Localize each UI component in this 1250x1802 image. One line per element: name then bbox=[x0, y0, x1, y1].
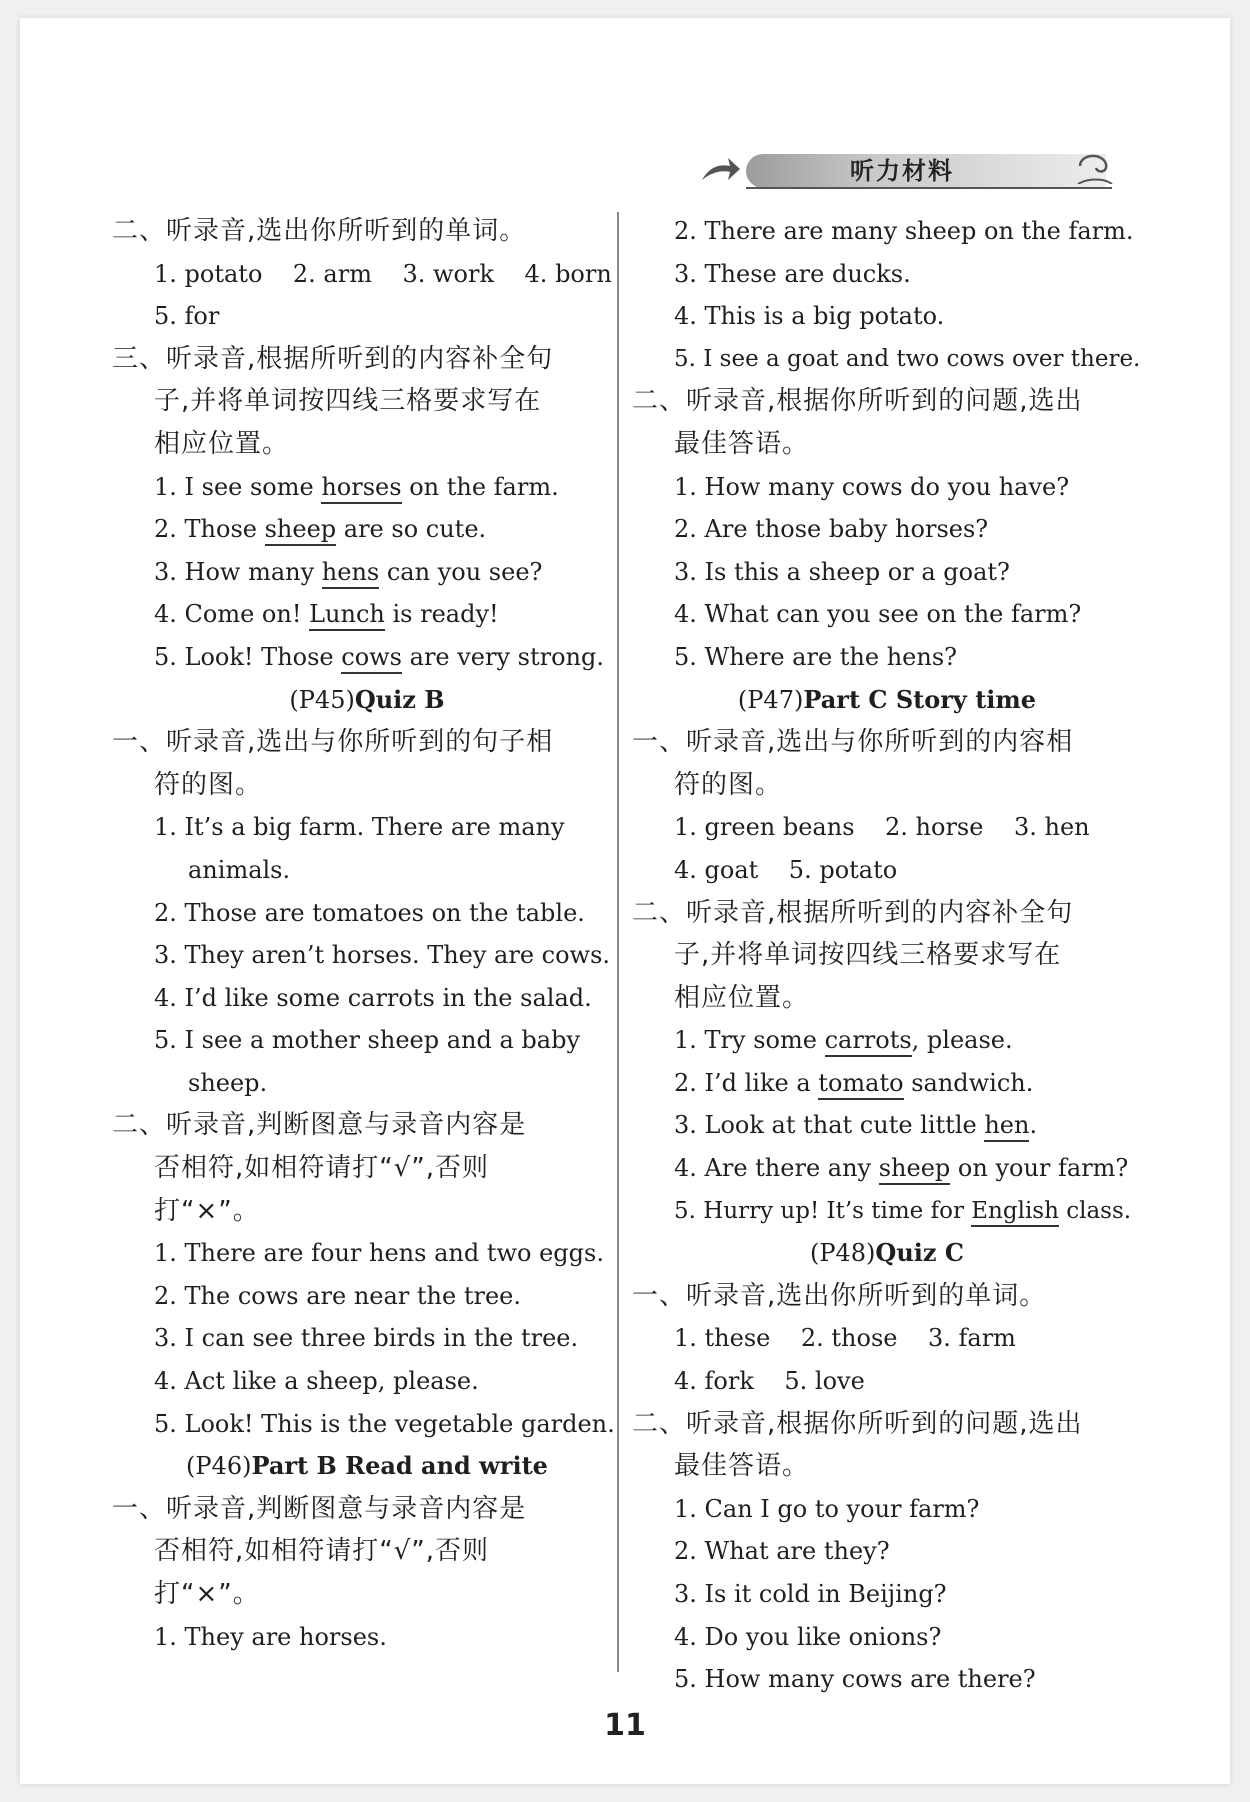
question-heading: 二、听录音,根据你所听到的问题,选出 bbox=[632, 1408, 1083, 1439]
sentence-part: are very strong. bbox=[402, 642, 604, 671]
section-title bbox=[112, 1445, 622, 1488]
question-heading-cont: 否相符,如相符请打“√”,否则 bbox=[154, 1536, 490, 1567]
word-list: 1. green beans 2. horse 3. hen bbox=[674, 813, 1090, 842]
header-underline bbox=[746, 187, 1112, 189]
sentence: 4. This is a big potato. bbox=[674, 302, 945, 331]
sentence: 3. These are ducks. bbox=[674, 259, 911, 288]
sentence: 1. There are four hens and two eggs. bbox=[154, 1239, 604, 1268]
sentence-part: 4. Are there any bbox=[674, 1154, 879, 1183]
sentence bbox=[632, 1190, 1142, 1233]
answer-word: Lunch bbox=[309, 600, 385, 631]
answer-word: English bbox=[971, 1198, 1059, 1227]
sentence: 1. Can I go to your farm? bbox=[674, 1494, 980, 1523]
answer-word: cows bbox=[341, 643, 402, 674]
sentence-part: 5. Hurry up! It’s time for bbox=[674, 1197, 972, 1224]
page-ref: (P45) bbox=[289, 685, 355, 714]
sentence bbox=[632, 1104, 1142, 1147]
word-list: 1. these 2. those 3. farm bbox=[674, 1324, 1016, 1353]
question-heading: 三、听录音,根据所听到的内容补全句 bbox=[112, 343, 554, 374]
sentence: 3. Is this a sheep or a goat? bbox=[674, 557, 1010, 586]
question-heading: 二、听录音,根据所听到的内容补全句 bbox=[632, 897, 1074, 928]
sentence: 4. What can you see on the farm? bbox=[674, 600, 1082, 629]
sentence-part: 3. Look at that cute little bbox=[674, 1111, 985, 1140]
sentence bbox=[112, 593, 622, 636]
question-heading-cont: 打“×”。 bbox=[154, 1195, 260, 1226]
page-ref: (P47) bbox=[737, 685, 804, 714]
sentence: 3. I can see three birds in the tree. bbox=[154, 1324, 579, 1353]
question-heading: 一、听录音,选出与你所听到的内容相 bbox=[632, 727, 1074, 758]
right-column bbox=[632, 210, 1142, 1701]
answer-word: sheep bbox=[265, 515, 337, 546]
arrow-icon bbox=[700, 156, 740, 186]
question-heading: 二、听录音,判断图意与录音内容是 bbox=[112, 1110, 527, 1141]
section-title bbox=[112, 679, 622, 722]
answer-word: sheep bbox=[879, 1154, 951, 1185]
sentence: 5. Look! This is the vegetable garden. bbox=[154, 1409, 615, 1438]
sentence: 3. Is it cold in Beijing? bbox=[674, 1580, 947, 1608]
sentence-part: 3. How many bbox=[154, 557, 322, 586]
sentence-part: on your farm? bbox=[950, 1154, 1129, 1183]
answer-word: hens bbox=[322, 558, 379, 589]
question-heading-cont: 子,并将单词按四线三格要求写在 bbox=[154, 386, 542, 417]
question-heading-cont: 相应位置。 bbox=[674, 982, 810, 1013]
sentence: 5. How many cows are there? bbox=[674, 1665, 1036, 1694]
question-heading-cont: 符的图。 bbox=[674, 769, 783, 800]
word-list: 4. goat 5. potato bbox=[674, 855, 898, 884]
sentence: 2. There are many sheep on the farm. bbox=[674, 217, 1134, 245]
answer-word: tomato bbox=[818, 1069, 903, 1100]
answer-word: horses bbox=[321, 473, 401, 504]
question-heading: 二、听录音,选出你所听到的单词。 bbox=[112, 216, 527, 246]
sentence-cont: animals. bbox=[188, 855, 291, 884]
sentence: 4. I’d like some carrots in the salad. bbox=[154, 983, 592, 1012]
question-heading: 一、听录音,判断图意与录音内容是 bbox=[112, 1493, 527, 1524]
question-heading-cont: 最佳答语。 bbox=[674, 1451, 810, 1482]
sentence-part: 2. I’d like a bbox=[674, 1068, 819, 1097]
question-heading: 一、听录音,选出与你所听到的句子相 bbox=[112, 727, 554, 758]
sentence-part: sandwich. bbox=[903, 1068, 1034, 1097]
page-number: 11 bbox=[604, 1708, 646, 1743]
sentence: 1. They are horses. bbox=[154, 1622, 387, 1651]
sentence bbox=[632, 1062, 1142, 1105]
section-label: Quiz B bbox=[354, 684, 445, 714]
sentence-part: class. bbox=[1058, 1197, 1132, 1224]
sentence-part: 1. I see some bbox=[154, 472, 322, 501]
left-column bbox=[112, 210, 622, 1658]
word-list: 5. for bbox=[154, 302, 220, 331]
page-ref: (P48) bbox=[810, 1239, 876, 1268]
sentence: 5. Where are the hens? bbox=[674, 642, 958, 671]
sentence: 2. What are they? bbox=[674, 1537, 890, 1566]
answer-word: hen bbox=[984, 1111, 1029, 1142]
swirl-ornament-icon bbox=[1074, 148, 1114, 184]
question-heading-cont: 打“×”。 bbox=[154, 1579, 260, 1609]
question-heading-cont: 相应位置。 bbox=[154, 428, 290, 459]
word-list: 4. fork 5. love bbox=[674, 1367, 865, 1396]
sentence: 4. Act like a sheep, please. bbox=[154, 1367, 479, 1396]
sentence bbox=[632, 1147, 1142, 1190]
sentence-part: 2. Those bbox=[154, 515, 265, 544]
sentence-part: 4. Come on! bbox=[154, 600, 310, 629]
sentence: 5. I see a goat and two cows over there. bbox=[674, 345, 1141, 372]
question-heading-cont: 最佳答语。 bbox=[674, 428, 810, 459]
sentence-part: can you see? bbox=[379, 557, 543, 586]
sentence-part: . bbox=[1029, 1111, 1038, 1140]
sentence bbox=[112, 466, 622, 509]
sentence: 2. Those are tomatoes on the table. bbox=[154, 898, 585, 927]
sentence: 4. Do you like onions? bbox=[674, 1622, 942, 1651]
sentence-part: are so cute. bbox=[336, 515, 487, 544]
section-header bbox=[700, 148, 1120, 198]
sentence bbox=[112, 636, 622, 679]
sentence: 2. Are those baby horses? bbox=[674, 515, 989, 544]
page-ref: (P46) bbox=[186, 1452, 252, 1481]
sentence-part: on the farm. bbox=[401, 472, 559, 501]
sentence bbox=[112, 508, 622, 551]
question-heading-cont: 符的图。 bbox=[154, 769, 263, 800]
sentence bbox=[632, 1019, 1142, 1062]
answer-word: carrots bbox=[825, 1026, 912, 1057]
sentence: 1. How many cows do you have? bbox=[674, 472, 1070, 501]
section-title bbox=[632, 1232, 1142, 1275]
section-label: Part C Story time bbox=[803, 684, 1037, 714]
sentence-part: 5. Look! Those bbox=[154, 642, 342, 671]
section-title bbox=[632, 679, 1142, 722]
sentence: 1. It’s a big farm. There are many bbox=[154, 813, 565, 842]
question-heading-cont: 子,并将单词按四线三格要求写在 bbox=[674, 940, 1062, 971]
sentence-part: is ready! bbox=[384, 600, 499, 629]
question-heading-cont: 否相符,如相符请打“√”,否则 bbox=[154, 1153, 490, 1184]
question-heading: 一、听录音,选出你所听到的单词。 bbox=[632, 1280, 1047, 1311]
question-heading: 二、听录音,根据你所听到的问题,选出 bbox=[632, 386, 1083, 417]
sentence-part: , please. bbox=[911, 1026, 1013, 1055]
sentence: 5. I see a mother sheep and a baby bbox=[154, 1026, 580, 1055]
sentence: 3. They aren’t horses. They are cows. bbox=[154, 941, 611, 970]
section-label: Part B Read and write bbox=[251, 1451, 548, 1481]
word-list: 1. potato 2. arm 3. work 4. born bbox=[154, 259, 612, 288]
sentence-part: 1. Try some bbox=[674, 1026, 825, 1055]
section-label: Quiz C bbox=[875, 1238, 964, 1268]
sentence: 2. The cows are near the tree. bbox=[154, 1281, 521, 1310]
header-title: 听力材料 bbox=[850, 157, 954, 185]
sentence-cont: sheep. bbox=[188, 1068, 268, 1097]
sentence bbox=[112, 551, 622, 594]
